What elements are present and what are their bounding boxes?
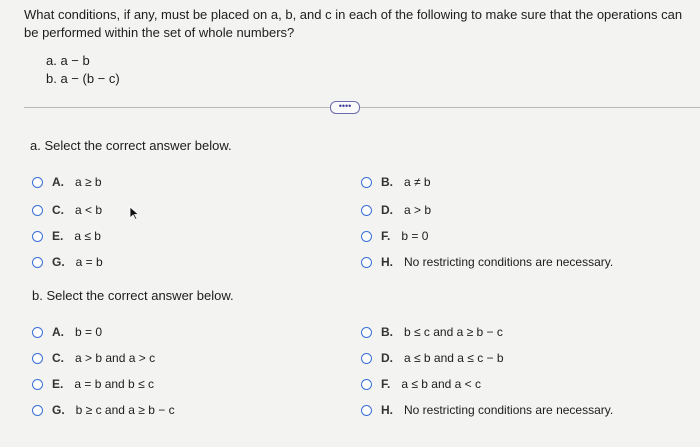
option-letter: B. (381, 325, 393, 339)
part-a-option-e[interactable] (32, 229, 101, 243)
option-letter: F. (381, 377, 391, 391)
part-a-option-b[interactable] (361, 175, 431, 189)
option-text: No restricting conditions are necessary. (404, 403, 614, 417)
question-parts (46, 52, 120, 88)
radio-button-icon[interactable] (361, 405, 372, 416)
part-b-heading: b. Select the correct answer below. (32, 288, 234, 303)
part-a-option-d[interactable] (361, 203, 431, 217)
part-a-option-f[interactable] (361, 229, 428, 243)
option-text: a ≤ b (74, 229, 101, 243)
radio-button-icon[interactable] (361, 177, 372, 188)
part-a-expression: a. a − b (46, 53, 90, 68)
radio-button-icon[interactable] (32, 405, 43, 416)
divider (24, 107, 700, 108)
part-a-heading: a. Select the correct answer below. (30, 138, 232, 153)
radio-button-icon[interactable] (361, 257, 372, 268)
part-b-option-b[interactable] (361, 325, 503, 339)
part-b-option-d[interactable] (361, 351, 504, 365)
option-text: a > b and a > c (75, 351, 156, 365)
part-b-option-g[interactable] (32, 403, 175, 417)
option-letter: F. (381, 229, 391, 243)
radio-button-icon[interactable] (361, 353, 372, 364)
option-text: a = b and b ≤ c (74, 377, 154, 391)
option-text: b ≤ c and a ≥ b − c (404, 325, 503, 339)
part-a-option-h[interactable] (361, 255, 613, 269)
radio-button-icon[interactable] (32, 327, 43, 338)
option-letter: E. (52, 229, 64, 243)
radio-button-icon[interactable] (32, 205, 43, 216)
option-text: a ≥ b (75, 175, 102, 189)
option-text: No restricting conditions are necessary. (404, 255, 614, 269)
option-text: b ≥ c and a ≥ b − c (75, 403, 175, 417)
option-text: a = b (75, 255, 103, 269)
radio-button-icon[interactable] (32, 379, 43, 390)
radio-button-icon[interactable] (32, 177, 43, 188)
option-letter: G. (52, 403, 65, 417)
option-text: a ≤ b and a ≤ c − b (404, 351, 504, 365)
option-letter: D. (381, 351, 393, 365)
option-letter: H. (381, 255, 393, 269)
part-b-option-c[interactable] (32, 351, 155, 365)
option-letter: D. (381, 203, 393, 217)
option-letter: A. (52, 175, 64, 189)
option-letter: A. (52, 325, 64, 339)
part-b-option-e[interactable] (32, 377, 154, 391)
part-a-option-g[interactable] (32, 255, 103, 269)
radio-button-icon[interactable] (32, 353, 43, 364)
option-text: a ≤ b and a < c (401, 377, 481, 391)
option-letter: G. (52, 255, 65, 269)
option-text: a > b (404, 203, 432, 217)
part-b-option-a[interactable] (32, 325, 102, 339)
part-b-option-f[interactable] (361, 377, 481, 391)
option-text: a < b (75, 203, 103, 217)
radio-button-icon[interactable] (32, 231, 43, 242)
radio-button-icon[interactable] (361, 231, 372, 242)
option-text: a ≠ b (404, 175, 431, 189)
option-letter: E. (52, 377, 64, 391)
part-b-expression: b. a − (b − c) (46, 71, 120, 86)
radio-button-icon[interactable] (361, 205, 372, 216)
option-letter: C. (52, 351, 64, 365)
part-a-option-c[interactable] (32, 203, 102, 217)
part-a-option-a[interactable] (32, 175, 102, 189)
radio-button-icon[interactable] (361, 379, 372, 390)
mouse-pointer-icon (129, 206, 139, 220)
part-b-option-h[interactable] (361, 403, 613, 417)
option-text: b = 0 (401, 229, 429, 243)
option-text: b = 0 (75, 325, 103, 339)
question-text: What conditions, if any, must be placed on a, b, and c in each of the following to make sure that the operations can be performed within the set of whole numbers? (24, 7, 683, 40)
more-button[interactable]: •••• (330, 101, 360, 114)
radio-button-icon[interactable] (32, 257, 43, 268)
option-letter: H. (381, 403, 393, 417)
option-letter: C. (52, 203, 64, 217)
radio-button-icon[interactable] (361, 327, 372, 338)
option-letter: B. (381, 175, 393, 189)
